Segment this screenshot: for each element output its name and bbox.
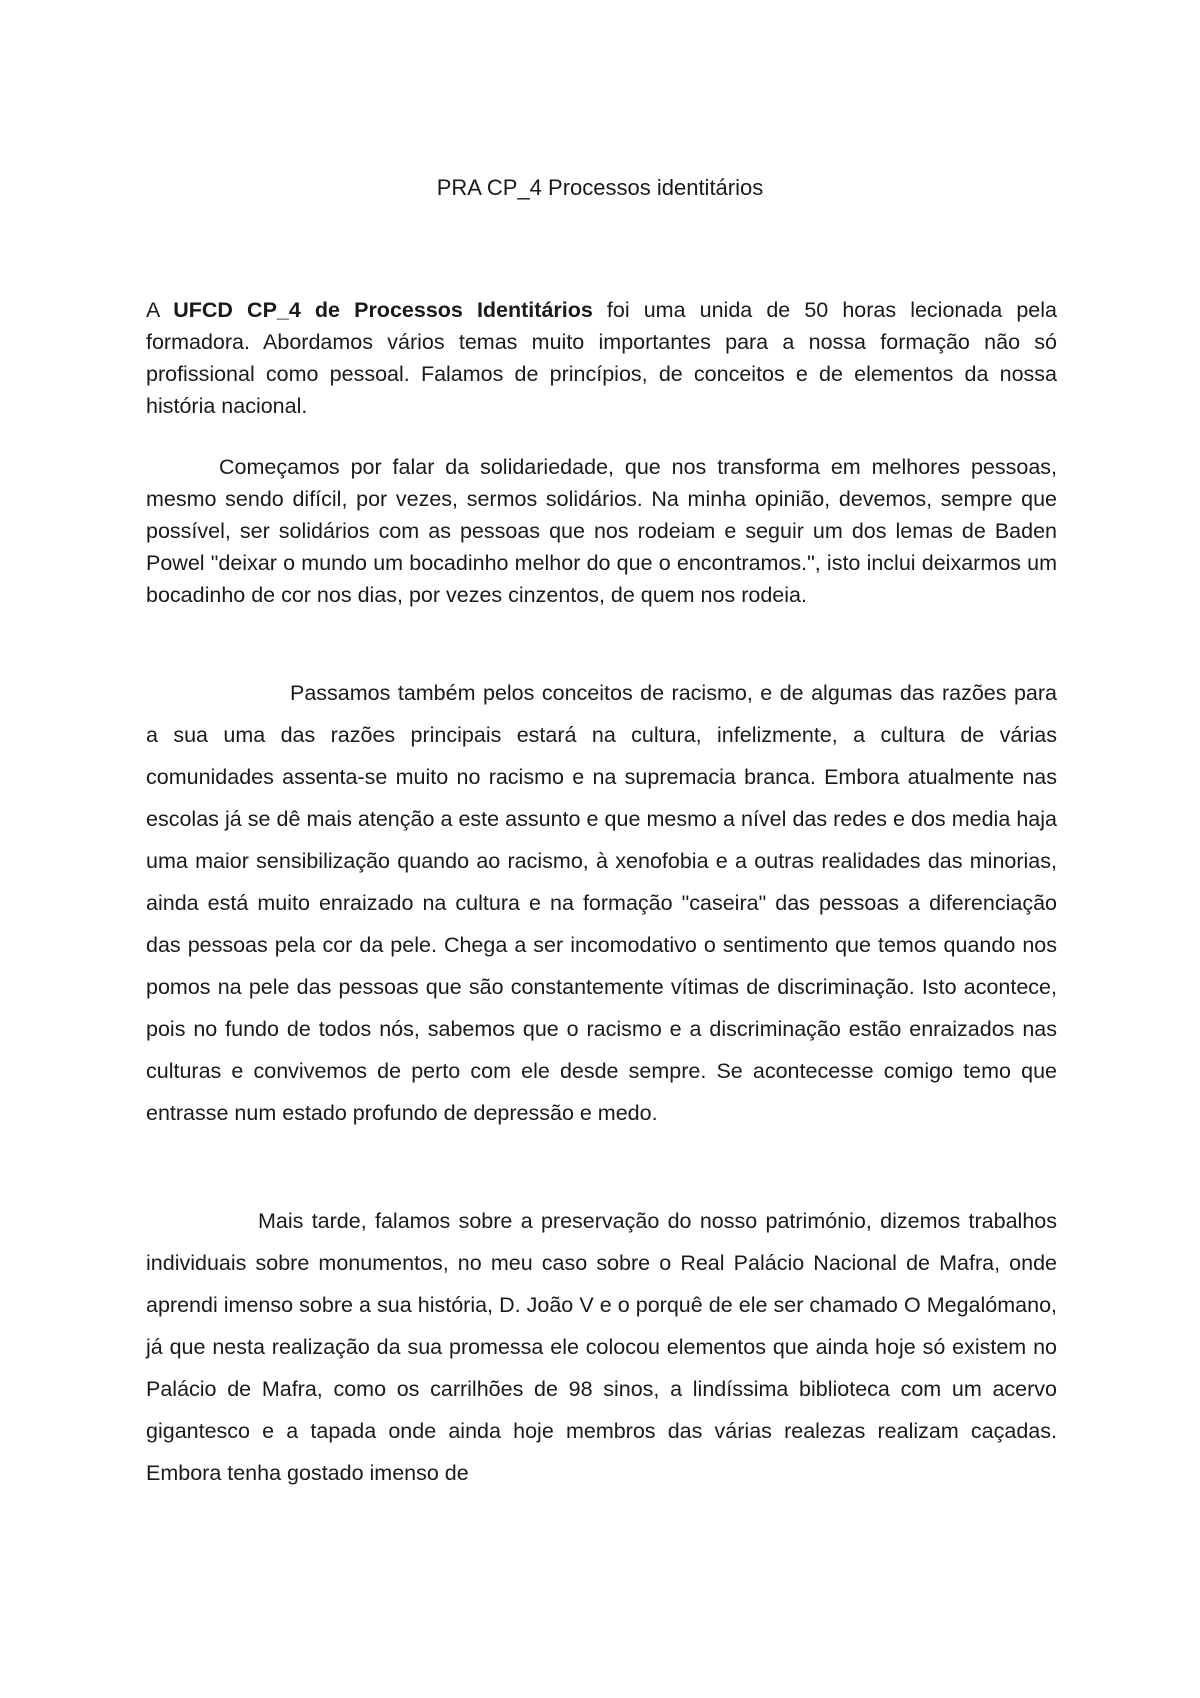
paragraph-intro-prefix: A <box>146 298 174 322</box>
document-title: PRA CP_4 Processos identitários <box>436 175 764 200</box>
paragraph-heritage: Mais tarde, falamos sobre a preservação do nosso património, dizemos trabalhos individuais sobre monumentos, no meu caso sobre o Real Palácio Nacional de Mafra, onde aprendi imenso sobre a sua história, D. João V e o porquê de ele ser chamado O Megalómano, já que nesta realização da sua promessa ele colocou elementos que ainda hoje só existem no Palácio de Mafra, como os carrilhões de 98 sinos, a lindíssima biblioteca com um acervo gigantesco e a tapada onde ainda hoje membros das várias realezas realizam caçadas. Embora tenha gostado imenso de <box>146 1209 1057 1485</box>
paragraph-solidarity: Começamos por falar da solidariedade, que nos transforma em melhores pessoas, mesmo sendo difícil, por vezes, sermos solidários. Na minha opinião, devemos, sempre que possível, ser solidários com as pessoas que nos rodeiam e seguir um dos lemas de Baden Powel "deixar o mundo um bocadinho melhor do que o encontramos.", isto inclui deixarmos um bocadinho de cor nos dias, por vezes cinzentos, de quem nos rodeia. <box>146 455 1057 607</box>
paragraph-intro-rest: foi uma unida de 50 horas lecionada pela formadora. Abordamos vários temas muito importantes para a nossa formação não só profissional como pessoal. Falamos de princípios, de conceitos e de elementos da nossa história nacional. <box>146 298 1057 418</box>
paragraph-racism: Passamos também pelos conceitos de racismo, e de algumas das razões para a sua uma das razões principais estará na cultura, infelizmente, a cultura de várias comunidades assenta-se muito no racismo e na supremacia branca. Embora atualmente nas escolas já se dê mais atenção a este assunto e que mesmo a nível das redes e dos media haja uma maior sensibilização quando ao racismo, à xenofobia e a outras realidades das minorias, ainda está muito enraizado na cultura e na formação "caseira" das pessoas a diferenciação das pessoas pela cor da pele. Chega a ser incomodativo o sentimento que temos quando nos pomos na pele das pessoas que são constantemente vítimas de discriminação. Isto acontece, pois no fundo de todos nós, sabemos que o racismo e a discriminação estão enraizados nas culturas e convivemos de perto com ele desde sempre. Se acontecesse comigo temo que entrasse num estado profundo de depressão e medo. <box>146 681 1057 1125</box>
paragraph-intro <box>146 294 1057 422</box>
course-name-bold: UFCD CP_4 de Processos Identitários <box>173 298 593 322</box>
